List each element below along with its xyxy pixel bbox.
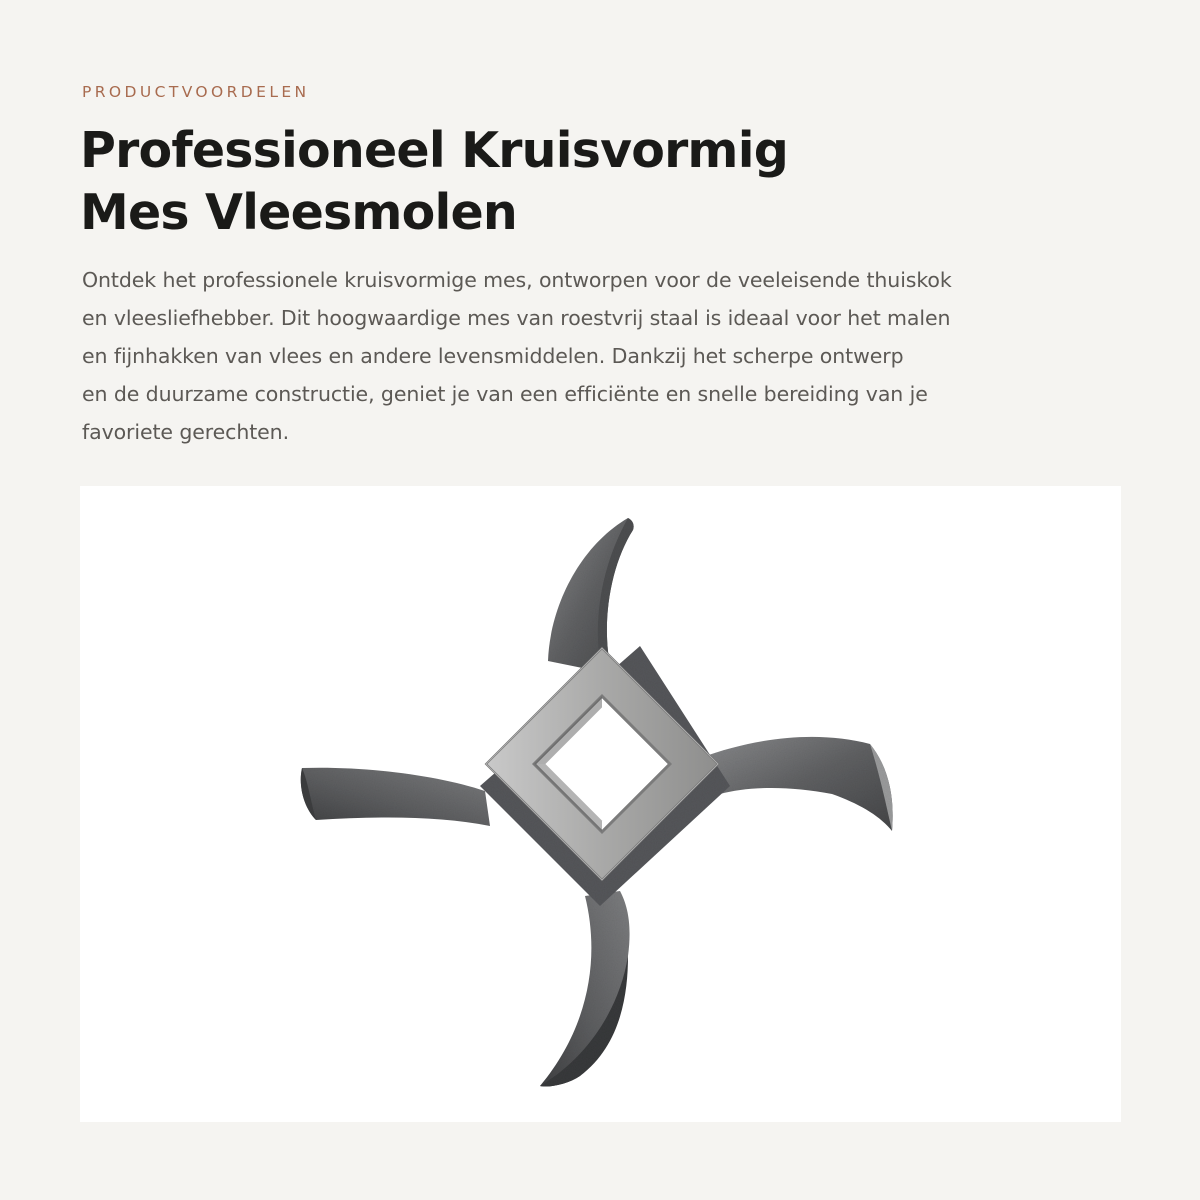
blade-arm-left (301, 768, 490, 826)
description-line: Ontdek het professionele kruisvormige mes, ontworpen voor de veeleisende thuiskok (82, 268, 952, 292)
description-line: favoriete gerechten. (82, 420, 289, 444)
blade-hub (486, 648, 718, 880)
product-image-card (80, 486, 1121, 1122)
description-line: en de duurzame constructie, geniet je van een efficiënte en snelle bereiding van je (82, 382, 928, 406)
blade-arm-right (700, 737, 893, 831)
description-line: en vleesliefhebber. Dit hoogwaardige mes van roestvrij staal is ideaal voor het malen (82, 306, 951, 330)
section-eyebrow: PRODUCTVOORDELEN (82, 83, 310, 101)
section-title-line: Professioneel Kruisvormig (80, 122, 788, 179)
section-description (82, 261, 1122, 451)
cross-shaped-grinder-blade-icon (80, 486, 1121, 1122)
description-line: en fijnhakken van vlees en andere levensmiddelen. Dankzij het scherpe ontwerp (82, 344, 904, 368)
section-title-line: Mes Vleesmolen (80, 184, 518, 241)
section-title (80, 120, 1120, 244)
